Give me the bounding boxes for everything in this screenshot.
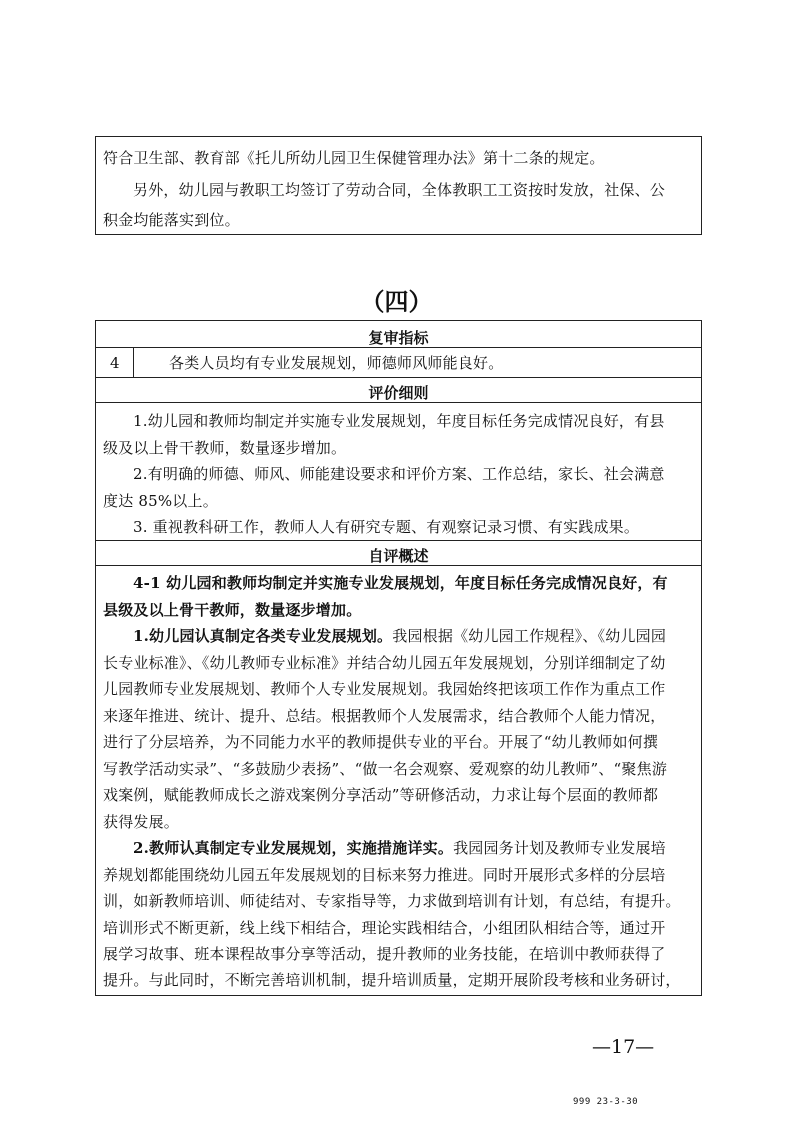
paragraph-2-first-line	[133, 835, 666, 861]
paragraph-2-lead: 2.教师认真制定专业发展规划，实施措施详实。	[133, 839, 454, 857]
criteria-line-5: 3. 重视教科研工作，教师人人有研究专题、有观察记录习惯、有实践成果。	[133, 518, 640, 536]
divider	[95, 540, 702, 541]
paragraph-2-line: 养规划都能围绕幼儿园五年发展规划的目标来努力推进。同时开展形式多样的分层培	[103, 866, 666, 884]
divider	[95, 347, 702, 348]
paragraph-1-line: 进行了分层培养，为不同能力水平的教师提供专业的平台。开展了“幼儿教师如何撰	[103, 733, 659, 751]
indicator-number: 4	[110, 354, 120, 372]
paragraph-1-line: 长专业标准》、《幼儿教师专业标准》并结合幼儿园五年发展规划，分别详细制定了幼	[103, 654, 666, 672]
paragraph-1-lead: 1.幼儿园认真制定各类专业发展规划。	[133, 627, 393, 645]
top-box-line-1: 符合卫生部、教育部《托儿所幼儿园卫生保健管理办法》第十二条的规定。	[103, 149, 605, 167]
paragraph-1-first-line	[133, 623, 666, 649]
paragraph-2-lead-rest: 我园园务计划及教师专业发展培	[453, 839, 666, 857]
paragraph-2-line: 展学习故事、班本课程故事分享等活动，提升教师的业务技能，在培训中教师获得了	[103, 945, 666, 963]
paragraph-2-line: 提升。与此同时，不断完善培训机制，提升培训质量，定期开展阶段考核和业务研讨，	[103, 971, 681, 989]
indicator-text: 各类人员均有专业发展规划，师德师风师能良好。	[169, 354, 504, 372]
self-eval-heading-line-1: 4-1 幼儿园和教师均制定并实施专业发展规划，年度目标任务完成情况良好，有	[133, 574, 668, 592]
paragraph-1-line: 来逐年推进、统计、提升、总结。根据教师个人发展需求，结合教师个人能力情况，	[103, 707, 666, 725]
top-box-line-2: 另外，幼儿园与教职工均签订了劳动合同，全体教职工工资按时发放，社保、公	[133, 181, 666, 199]
divider	[95, 565, 702, 566]
page-number: —17—	[592, 1036, 655, 1058]
criteria-header: 评价细则	[368, 384, 429, 402]
paragraph-1-line: 写教学活动实录”、“多鼓励少表扬”、“做一名会观察、爱观察的幼儿教师”、“聚焦游	[103, 760, 668, 778]
criteria-line-2: 级及以上骨干教师，数量逐步增加。	[103, 439, 347, 457]
section-title: （四）	[360, 287, 433, 316]
paragraph-2-line: 训，如新教师培训、师徒结对、专家指导等，力求做到培训有计划，有总结，有提升。	[103, 892, 681, 910]
criteria-line-4: 度达 85%以上。	[103, 492, 218, 510]
paragraph-2-line: 培训形式不断更新，线上线下相结合，理论实践相结合，小组团队相结合等，通过开	[103, 919, 666, 937]
divider	[95, 402, 702, 403]
self-eval-heading-line-2: 县级及以上骨干教师，数量逐步增加。	[103, 601, 362, 619]
divider	[95, 377, 702, 378]
paragraph-1-lead-rest: 我园根据《幼儿园工作规程》、《幼儿园园	[392, 627, 667, 645]
paragraph-1-line: 儿园教师专业发展规划、教师个人专业发展规划。我园始终把该项工作作为重点工作	[103, 680, 666, 698]
criteria-line-3: 2.有明确的师德、师风、师能建设要求和评价方案、工作总结，家长、社会满意	[133, 465, 665, 483]
review-indicator-header: 复审指标	[368, 329, 429, 347]
top-box-line-3: 积金均能落实到位。	[103, 211, 240, 229]
paragraph-1-line: 获得发展。	[103, 813, 180, 831]
criteria-line-1: 1.幼儿园和教师均制定并实施专业发展规划，年度目标任务完成情况良好，有县	[133, 412, 665, 430]
paragraph-1-line: 戏案例，赋能教师成长之游戏案例分享活动”等研修活动，力求让每个层面的教师都	[103, 786, 659, 804]
print-stamp: 999 23-3-30	[573, 1097, 639, 1107]
self-eval-header: 自评概述	[368, 547, 429, 565]
divider	[133, 347, 134, 377]
